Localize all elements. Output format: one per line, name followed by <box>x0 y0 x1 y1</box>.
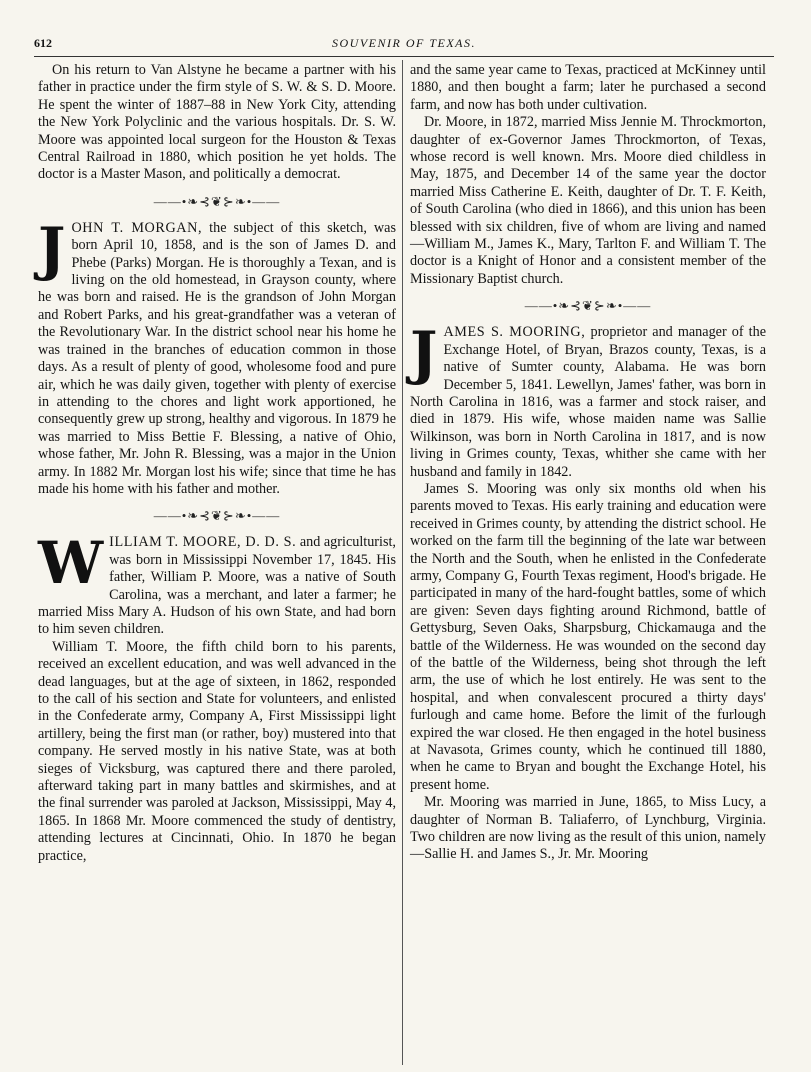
drop-cap-letter: W <box>38 529 104 598</box>
continuation-paragraph: On his return to Van Alstyne he became a partner with his father in practice under the firm style of S. W. & S. D. Moore. He spent the winter of 1887–88 in New York City, attending the New York Polyclinic and the various hospitals. Dr. S. W. Moore was appointed local surgeon for the Houston & Texas Central Railroad in 1880, which position he yet holds. The doctor is a Master Mason, and politically a democrat. <box>38 62 396 183</box>
moore-marriage-paragraph: Dr. Moore, in 1872, married Miss Jennie M. Throckmorton, daughter of ex-Governor James Throckmorton, of Texas, whose record is well known. Mrs. Moore died childless in May, 1875, and December 14 of the same year the doctor married Miss Catherine E. Keith, daughter of Dr. T. F. Keith, of South Carolina (who died in 1866), and this union has been blessed with six children, five of whom are living and named—William M., James K., Mary, Tarlton F. and William T. The doctor is a Knight of Honor and a consistent member of the Missionary Baptist church. <box>410 114 766 287</box>
bio-text: proprietor and manager of the Exchange Hotel, of Bryan, Brazos county, Texas, is a native of Sumter county, Alabama. He was born December 5, 1841. Lewellyn, James' father, was born in North Carolina in 1816, was a farmer and stock raiser, and died in 1879. His wife, whose maiden name was Sallie Wilkinson, was born in North Carolina in 1817, and is now living in Grimes county, Texas, whither she came with her husband and family in 1842. <box>410 324 766 480</box>
section-divider-ornament: ——•❧⊰❦⊱❧•—— <box>524 298 652 314</box>
left-column <box>38 62 396 865</box>
moore-paragraph <box>38 529 396 638</box>
bio-name-heading: AMES S. MOORING, <box>443 324 586 341</box>
column-rule <box>402 60 403 1065</box>
bio-name-heading: OHN T. MORGAN, <box>71 219 203 236</box>
page-number: 612 <box>34 36 52 50</box>
header-rule <box>34 56 774 57</box>
section-divider-ornament: ——•❧⊰❦⊱❧•—— <box>153 193 281 209</box>
drop-cap-letter: J <box>38 214 66 283</box>
page-header <box>34 36 774 54</box>
mooring-paragraph-3: Mr. Mooring was married in June, 1865, to Miss Lucy, a daughter of Norman B. Taliaferro, of Lynchburg, Virginia. Two children are now living as the result of this union, namely—Sallie H. and James S., Jr. Mr. Mooring <box>410 794 766 863</box>
bio-text: and agriculturist, was born in Mississippi November 17, 1845. His father, William P. Moore, was a native of South Carolina, was a merchant, and later a farmer; he married Miss Mary A. Hudson of his own State, and had born to him seven children. <box>38 534 396 638</box>
mooring-paragraph-2: James S. Mooring was only six months old when his parents moved to Texas. His early training and education were received in Grimes county, by attending the district school. He worked on the farm till the beginning of the late war between the North and the South, when he enlisted in the Confederate army, Company G, Fourth Texas regiment, Hood's brigade. He participated in many of the hard-fought battles, some of which are given: Seven days fighting around Richmond, battle of Gettysburg, Seven Oaks, Sharpsburg, Chickamauga and the battle of the Wilderness. He was wounded on the second day of the battle of the Wilderness, being shot through the left arm, the use of which he lost entirely. He was sent to the hospital, and when convalescent procured a thirty days' furlough and came home. Before the limit of the furlough expired the war closed. He then engaged in the hotel business at Navasota, Grimes county, which he continued till 1880, when he came to Bryan and bought the Exchange Hotel, his present home. <box>410 480 766 793</box>
mooring-paragraph <box>410 319 766 481</box>
bio-text: the subject of this sketch, was born April 10, 1858, and is the son of James D. and Phebe (Parks) Morgan. He is thoroughly a Texan, and is living on the old homestead, in Grayson county, where he was born and raised. He is the grandson of John Morgan and Robert Parks, and his great-grandfather was a veteran of the Revolutionary War. In the district school near his home he was trained in the branches of education common in those days. As a result of plenty of good, wholesome food and pure air, which he was daily given, together with plenty of exercise in attending to the chores and light work apportioned, he consequently grew up strong, healthy and vigorous. In 1879 he was married to Miss Bettie F. Blessing, a native of Ohio, whose father, Mr. John R. Blessing, was a major in the Union army. In 1882 Mr. Morgan lost his wife; since that time he has made his home with his father and mother. <box>38 219 396 497</box>
right-column <box>410 62 766 864</box>
moore-continuation-paragraph: and the same year came to Texas, practiced at McKinney until 1880, and then bought a farm; later he purchased a second farm, and now has both under cultivation. <box>410 62 766 113</box>
morgan-paragraph <box>38 214 396 499</box>
moore-paragraph-2: William T. Moore, the fifth child born to his parents, received an excellent education, and was well advanced in the dead languages, but at the age of sixteen, in 1862, responded to the call of his section and State for volunteers, and enlisted in the Confederate army, Company A, First Mississippi light artillery, being the first man (or rather, boy) mustered into that company. He served mostly in his native State, was at both sieges of Vicksburg, was captured there and there paroled, afterward taking part in many battles and skirmishes, and at the final surrender was paroled at Jackson, Mississippi, May 4, 1865. In 1868 Mr. Moore commenced the study of dentistry, attending lectures at Cincinnati, Ohio. In 1870 he began practice, <box>38 638 396 864</box>
bio-john-t-morgan <box>38 214 396 499</box>
bio-name-heading: ILLIAM T. MOORE, D. D. S. <box>109 534 297 551</box>
bio-james-s-mooring <box>410 319 766 864</box>
section-divider-ornament: ——•❧⊰❦⊱❧•—— <box>153 508 281 524</box>
running-title: SOUVENIR OF TEXAS. <box>332 36 476 50</box>
bio-william-t-moore <box>38 529 396 865</box>
drop-cap-letter: J <box>410 319 438 388</box>
